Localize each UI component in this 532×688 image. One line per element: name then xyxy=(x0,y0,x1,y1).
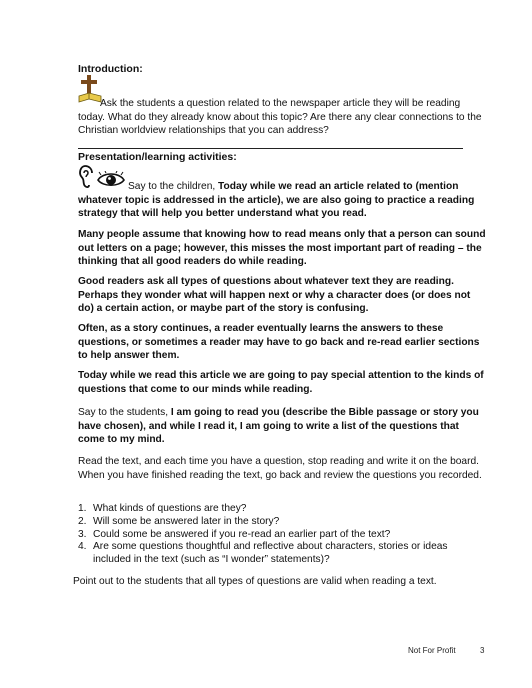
presentation-heading: Presentation/learning activities: xyxy=(78,151,237,163)
read-aloud-script-text: I am going to read you (describe the Bible passage or story you have chosen), and while I read it, I am going to write a list of the questions that come to my mind. xyxy=(78,407,479,446)
intro-script-paragraph xyxy=(78,180,488,221)
say-to-students-label: Say to the students, xyxy=(78,407,171,418)
footer-label: Not For Profit xyxy=(408,646,456,655)
paragraph-good-readers: Good readers ask all types of questions about whatever text they are reading. Perhaps they wonder what will happen next or why a character does (or does not do) a certain action, or maybe part of the story is confusing. xyxy=(78,276,471,315)
paragraph-reading-assumption: Many people assume that knowing how to read means only that a person can sound out letters on a page; however, this misses the most important part of reading – the thinking that all good readers do while reading. xyxy=(78,229,486,268)
paragraph-story-continues: Often, as a story continues, a reader eventually learns the answers to these questions, or sometimes a reader may have to go back and re-read earlier sections to help answer them. xyxy=(78,323,480,362)
list-item: 3. Could some be answered if you re-read an earlier part of the text? xyxy=(78,528,391,540)
script-text: Today while we read an article related to (mention whatever topic is addressed in the article), we are also going to practice a reading strategy that will help you better understand what you read. xyxy=(78,181,475,220)
list-item: 1. What kinds of questions are they? xyxy=(78,503,247,514)
page-number: 3 xyxy=(480,646,485,655)
read-aloud-script-paragraph xyxy=(78,406,488,447)
introduction-heading: Introduction: xyxy=(78,63,143,75)
list-item: 2. Will some be answered later in the story? xyxy=(78,515,280,527)
paragraph-read-the-text: Read the text, and each time you have a question, stop reading and write it on the board. When you have finished reading the text, go back and review the questions you recorded. xyxy=(78,456,482,481)
paragraph-today-article: Today while we read this article we are going to pay special attention to the kinds of questions that come to our minds while reading. xyxy=(78,370,484,395)
section-divider xyxy=(78,148,463,149)
list-item: 4. Are some questions thoughtful and reflective about characters, stories or ideas included in the text (such as “I wonder” statements)? xyxy=(78,541,448,566)
question-list xyxy=(78,503,488,567)
introduction-paragraph: Ask the students a question related to the newspaper article they will be reading today. What do they already know about this topic? Are there any clear connections to the Christian worldview relationships that you can address? xyxy=(78,98,482,137)
say-to-children-label: Say to the children, xyxy=(128,181,219,192)
closing-paragraph: Point out to the students that all types of questions are valid when reading a text. xyxy=(73,576,437,587)
